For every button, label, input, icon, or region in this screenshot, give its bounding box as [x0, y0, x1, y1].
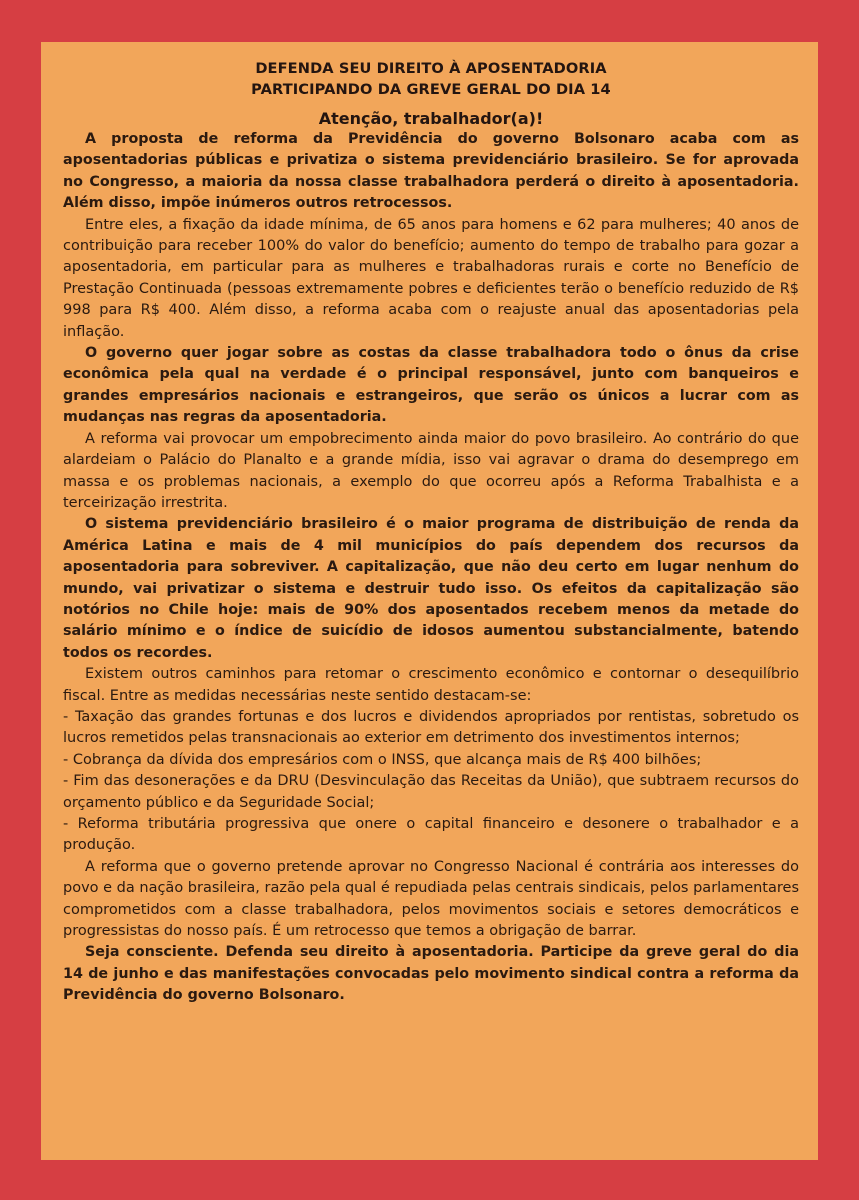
- flyer-subtitle: Atenção, trabalhador(a)!: [318, 109, 544, 128]
- paragraph-repudio: A reforma que o governo pretende aprovar no Congresso Nacional é contrária aos interesses do povo e da nação brasileira, razão pela qual é repudiada pelas centrais sindicais, pelos parlamentares comprometidos com a classe trabalhadora, pelos movimentos sociais e setores democráticos e progressistas do nosso país. É um retrocesso que temos a obrigação de barrar.: [63, 858, 799, 940]
- title-line-1: DEFENDA SEU DIREITO À APOSENTADORIA: [255, 60, 607, 77]
- title-line-2: PARTICIPANDO DA GREVE GERAL DO DIA 14: [251, 81, 611, 98]
- bullet-desoneracoes: - Fim das desonerações e da DRU (Desvinculação das Receitas da União), que subtraem recursos do orçamento público e da Seguridade Social;: [63, 773, 799, 811]
- paragraph-caminhos: Existem outros caminhos para retomar o crescimento econômico e contornar o desequilíbrio fiscal. Entre as medidas necessárias neste sentido destacam-se:: [63, 666, 799, 704]
- paragraph-intro: A proposta de reforma da Previdência do governo Bolsonaro acaba com as aposentadorias públicas e privatiza o sistema previdenciário brasileiro. Se for aprovada no Congresso, a maioria da nossa classe trabalhadora perderá o direito à aposentadoria. Além disso, impõe inúmeros outros retrocessos.: [63, 131, 799, 212]
- bullet-cobranca: - Cobrança da dívida dos empresários com o INSS, que alcança mais de R$ 400 bilhões;: [63, 751, 702, 768]
- flyer-title: [63, 58, 799, 100]
- paragraph-empobrecimento: A reforma vai provocar um empobrecimento ainda maior do povo brasileiro. Ao contrário do que alardeiam o Palácio do Planalto e a grande mídia, isso vai agravar o drama do desemprego em massa e os problemas nacionais, a exemplo do que ocorreu após a Reforma Trabalhista e a terceirização irrestrita.: [63, 430, 799, 511]
- paragraph-retrocessos: Entre eles, a fixação da idade mínima, de 65 anos para homens e 62 para mulheres; 40 anos de contribuição para receber 100% do valor do benefício; aumento do tempo de trabalho para gozar a aposentadoria, em particular para as mulheres e trabalhadoras rurais e corte no Benefício de Prestação Continuada (pessoas extremamente pobres e deficientes terão o benefício reduzido de R$ 998 para R$ 400. Além disso, a reforma acaba com o reajuste anual das aposentadorias pela inflação.: [63, 216, 799, 340]
- flyer-panel: [41, 42, 818, 1160]
- paragraph-sistema: O sistema previdenciário brasileiro é o maior programa de distribuição de renda da América Latina e mais de 4 mil municípios do país dependem dos recursos da aposentadoria para sobreviver. A capitalização, que não deu certo em lugar nenhum do mundo, vai privatizar o sistema e destruir tudo isso. Os efeitos da capitalização são notórios no Chile hoje: mais de 90% dos aposentados recebem menos da metade do salário mínimo e o índice de suicídio de idosos aumentou substancialmente, batendo todos os recordes.: [63, 516, 799, 661]
- bullet-taxacao: - Taxação das grandes fortunas e dos lucros e dividendos apropriados por rentistas, sobretudo os lucros remetidos pelas transnacionais ao exterior em detrimento dos investimentos internos;: [63, 708, 799, 747]
- paragraph-chamado: Seja consciente. Defenda seu direito à aposentadoria. Participe da greve geral do dia 14 de junho e das manifestações convocadas pelo movimento sindical contra a reforma da Previdência do governo Bolsonaro.: [63, 944, 799, 1004]
- paragraph-governo: O governo quer jogar sobre as costas da classe trabalhadora todo o ônus da crise econômica pela qual na verdade é o principal responsável, junto com banqueiros e grandes empresários nacionais e estrangeiros, que serão os únicos a lucrar com as mudanças nas regras da aposentadoria.: [63, 345, 799, 426]
- bullet-reforma-tributaria: - Reforma tributária progressiva que onere o capital financeiro e desonere o trabalhador e a produção.: [63, 816, 799, 854]
